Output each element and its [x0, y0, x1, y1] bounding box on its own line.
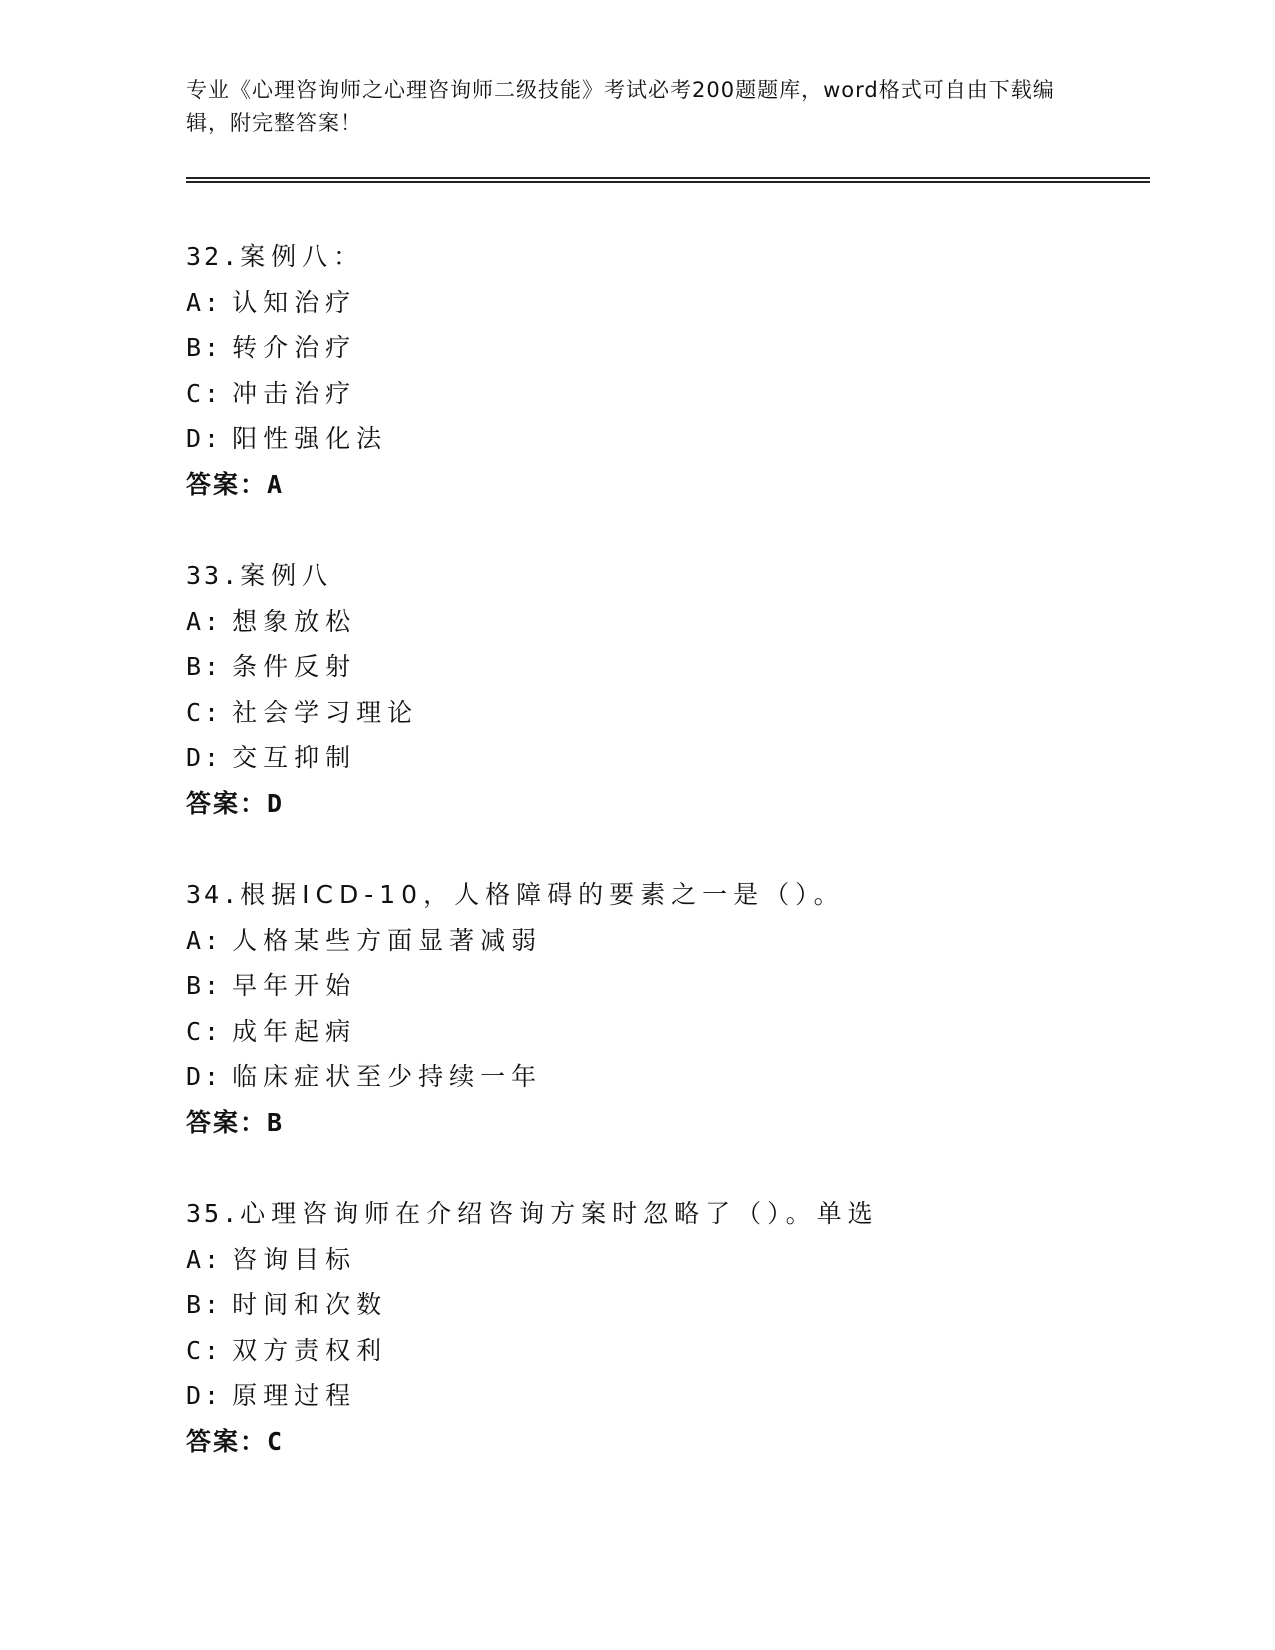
header-divider-top	[186, 177, 1150, 179]
option-d	[186, 1054, 1146, 1100]
question-number: 35.	[186, 1199, 241, 1228]
option-key: A:	[186, 287, 223, 317]
option-b	[186, 1282, 1146, 1328]
option-key: C:	[186, 1335, 223, 1365]
question-list	[186, 234, 1146, 1510]
answer-line	[186, 1100, 1146, 1146]
option-text: 时间和次数	[232, 1290, 388, 1319]
option-a	[186, 599, 1146, 645]
option-b	[186, 644, 1146, 690]
option-a	[186, 918, 1146, 964]
option-text: 冲击治疗	[232, 378, 357, 408]
answer-line	[186, 781, 1146, 827]
option-a	[186, 280, 1146, 326]
question-35	[186, 1191, 1146, 1464]
option-text: 临床症状至少持续一年	[232, 1062, 543, 1091]
option-c	[186, 1328, 1146, 1374]
option-key: A:	[186, 606, 223, 636]
answer-label: 答案：	[186, 1107, 268, 1137]
option-key: A:	[186, 1244, 223, 1274]
option-key: C:	[186, 378, 223, 408]
option-b	[186, 325, 1146, 371]
option-key: B:	[186, 333, 223, 362]
question-text: 案例八：	[240, 242, 365, 271]
option-d	[186, 416, 1146, 462]
question-stem	[186, 1191, 1146, 1237]
answer-line	[186, 462, 1146, 508]
answer-value: C	[267, 1426, 286, 1456]
question-number: 34.	[186, 880, 241, 909]
option-key: C:	[186, 697, 223, 727]
answer-value: D	[267, 788, 286, 818]
option-key: B:	[186, 652, 223, 681]
option-text: 条件反射	[232, 652, 357, 681]
question-stem	[186, 234, 1146, 280]
option-text: 人格某些方面显著减弱	[232, 925, 543, 955]
option-text: 社会学习理论	[232, 697, 419, 727]
option-text: 成年起病	[232, 1016, 357, 1046]
question-34	[186, 872, 1146, 1145]
option-text: 原理过程	[232, 1381, 357, 1410]
option-text: 双方责权利	[232, 1335, 388, 1365]
option-text: 阳性强化法	[232, 424, 388, 453]
option-text: 咨询目标	[232, 1244, 357, 1274]
question-stem	[186, 553, 1146, 599]
option-text: 认知治疗	[232, 287, 357, 317]
question-number: 32.	[186, 242, 241, 271]
option-b	[186, 963, 1146, 1009]
answer-label: 答案：	[186, 788, 268, 818]
answer-value: A	[267, 469, 286, 499]
option-text: 早年开始	[232, 971, 357, 1000]
option-d	[186, 1373, 1146, 1419]
question-text: 根据ICD-10，人格障碍的要素之一是（）。	[240, 880, 845, 909]
option-key: B:	[186, 1290, 223, 1319]
question-text: 心理咨询师在介绍咨询方案时忽略了（）。单选	[240, 1199, 879, 1228]
option-text: 转介治疗	[232, 333, 357, 362]
answer-line	[186, 1419, 1146, 1465]
option-d	[186, 735, 1146, 781]
answer-value: B	[267, 1107, 286, 1137]
question-32	[186, 234, 1146, 507]
header-divider-bottom	[186, 181, 1150, 183]
question-33	[186, 553, 1146, 826]
document-header: 专业《心理咨询师之心理咨询师二级技能》考试必考200题题库，word格式可自由下载编辑，附完整答案！	[186, 78, 1055, 135]
option-key: D:	[186, 1062, 223, 1091]
option-c	[186, 1009, 1146, 1055]
option-key: A:	[186, 925, 223, 955]
option-c	[186, 371, 1146, 417]
question-text: 案例八	[240, 561, 334, 590]
answer-label: 答案：	[186, 469, 268, 499]
option-key: D:	[186, 1381, 223, 1410]
question-stem	[186, 872, 1146, 918]
option-text: 交互抑制	[232, 743, 357, 772]
question-number: 33.	[186, 561, 241, 590]
answer-label: 答案：	[186, 1426, 268, 1456]
option-key: B:	[186, 971, 223, 1000]
option-a	[186, 1237, 1146, 1283]
option-key: C:	[186, 1016, 223, 1046]
option-key: D:	[186, 424, 223, 453]
option-key: D:	[186, 743, 223, 772]
option-c	[186, 690, 1146, 736]
option-text: 想象放松	[232, 606, 357, 636]
